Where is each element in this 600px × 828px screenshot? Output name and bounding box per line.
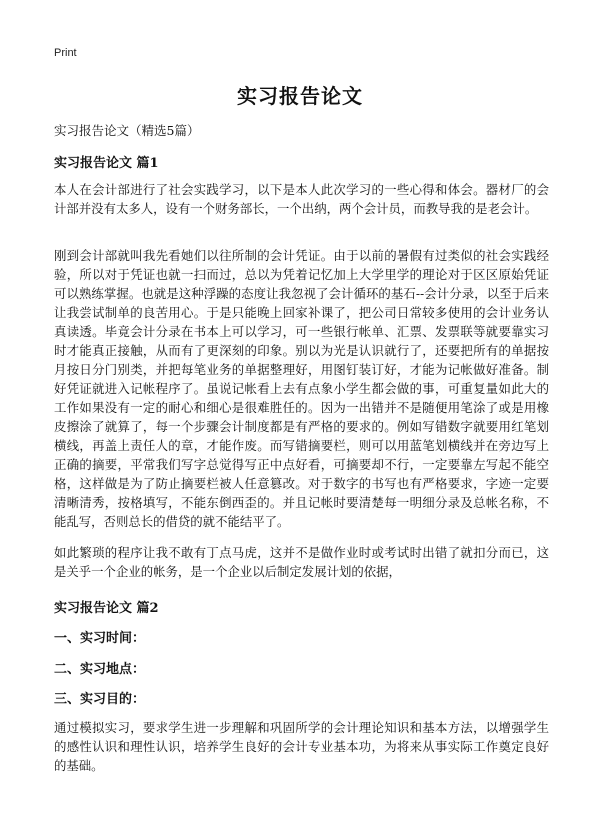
- list-item-time: 一、实习时间：: [54, 631, 146, 646]
- print-link[interactable]: Print: [54, 47, 77, 59]
- list-item-purpose: 三、实习目的：: [54, 692, 146, 707]
- paragraph-2: 刚到会计部就叫我先看她们以往所制的会计凭证。由于以前的暑假有过类似的社会实践经验，所以对于凭证也就一扫而过，总以为凭着记忆加上大学里学的理论对于区区原始凭证可以熟练掌握。也就是这种浮躁的态度让我忽视了会计循环的基石--会计分录，以至于后来让我尝试制单的良苦用心。于是只能晚上回家补课了，把公司日常较多使用的会计业务认真读透。毕竟会计分录在书本上可以学习，可一些银行帐单、汇票、发票联等就要靠实习时才能真正接触，从而有了更深刻的印象。别以为光是认识就行了，还要把所有的单据按月按日分门别类，并把每笔业务的单据整理好，用图钉装订好，才能为记帐做好准备。制好凭证就进入记帐程序了。虽说记帐看上去有点象小学生都会做的事，可重复量如此大的工作如果没有一定的耐心和细心是很难胜任的。因为一出错并不是随便用笔涂了或是用橡皮擦涂了就算了，每一个步骤会计制度都是有严格的要求的。例如写错数字就要用红笔划横线，再盖上责任人的章，才能作废。而写错摘要栏，则可以用蓝笔划横线并在旁边写上正确的摘要，平常我们写字总觉得写正中点好看，可摘要却不行，一定要靠左写起不能空格，这样做是为了防止摘要栏被人任意篡改。对于数字的书写也有严格要求，字迹一定要清晰清秀，按格填写，不能东倒西歪的。并且记帐时要清楚每一明细分录及总帐名称，不能乱写，否则总长的借贷的就不能结平了。: [54, 248, 549, 529]
- list-item-location: 二、实习地点：: [54, 662, 146, 677]
- section-heading-2: 实习报告论文 篇2: [54, 601, 159, 616]
- paragraph-1: 本人在会计部进行了社会实践学习，以下是本人此次学习的一些心得和体会。器材厂的会计部并没有太多人，设有一个财务部长，一个出纳，两个会计员，而教导我的是老会计。: [54, 182, 549, 216]
- page-title: 实习报告论文: [237, 84, 363, 108]
- paragraph-3: 如此繁琐的程序让我不敢有丁点马虎，这并不是做作业时或考试时出错了就扣分而已，这是关乎一个企业的帐务，是一个企业以后制定发展计划的依据，: [54, 545, 549, 579]
- paragraph-4: 通过模拟实习，要求学生进一步理解和巩固所学的会计理论知识和基本方法，以增强学生的感性认识和理性认识，培养学生良好的会计专业基本功，为将来从事实际工作奠定良好的基础。: [54, 720, 549, 773]
- document-subtitle: 实习报告论文（精选5篇）: [54, 123, 200, 138]
- section-heading-1: 实习报告论文 篇1: [54, 156, 159, 171]
